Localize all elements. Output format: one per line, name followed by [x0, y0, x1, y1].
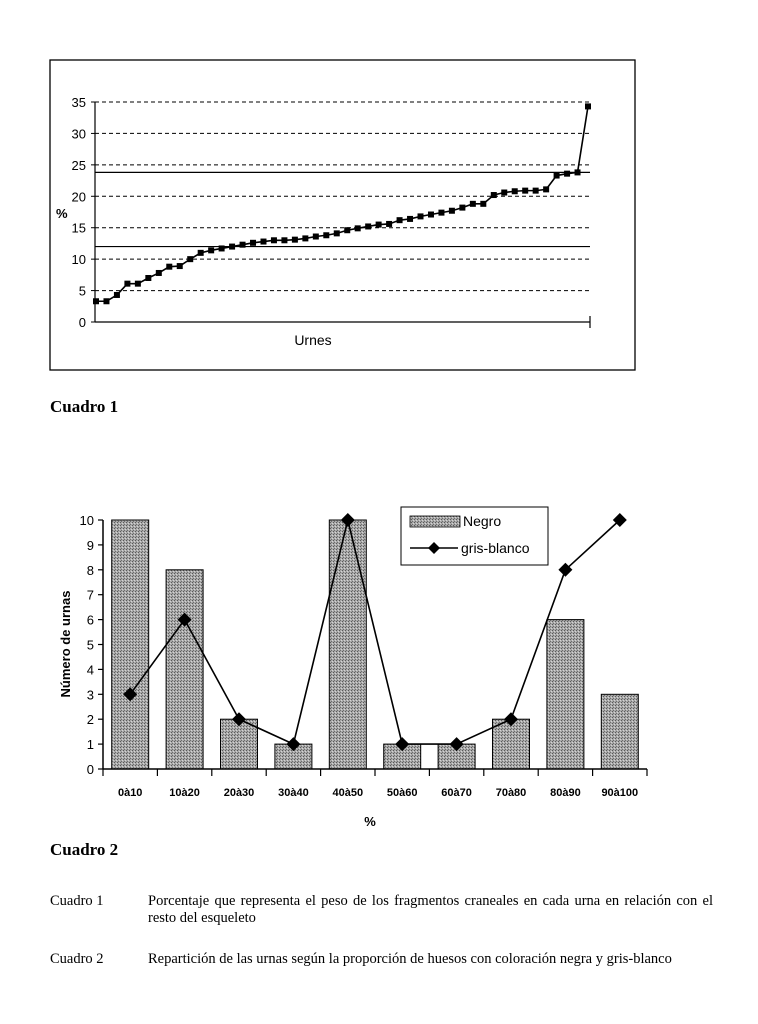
chart-2-bar-negro: [601, 694, 638, 769]
chart-2-y-tick-label: 5: [86, 637, 94, 653]
chart-2-bar-negro: [112, 520, 149, 769]
caption-cuadro-1-key: Cuadro 1: [50, 893, 104, 909]
chart-2-y-tick-label: 4: [86, 662, 94, 678]
chart-1-y-tick-label: 5: [78, 283, 86, 299]
chart-1-y-axis-label: %: [56, 206, 68, 221]
chart-2-x-tick-label: 10à20: [169, 787, 200, 799]
chart-2-y-tick-label: 8: [86, 562, 94, 578]
chart-2-x-tick-label: 40à50: [332, 787, 364, 799]
caption-cuadro-1: [50, 893, 720, 933]
chart-2-y-axis-label: Número de urnas: [58, 590, 73, 698]
chart-2-bar-negro: [493, 719, 530, 769]
chart-2-y-tick-label: 10: [79, 513, 94, 528]
chart-2-y-tick-label: 7: [86, 587, 94, 603]
chart-1-y-tick-label: 10: [71, 252, 86, 268]
legend-negro-swatch: [410, 516, 460, 527]
legend-gris-blanco-label: gris-blanco: [461, 540, 530, 556]
chart-2-bars: [112, 520, 639, 769]
chart-2-y-tick-label: 9: [86, 537, 94, 553]
cuadro-1-label: Cuadro 1: [50, 397, 119, 416]
chart-2-x-tick-label: 70à80: [495, 787, 527, 799]
chart-2-x-tick-labels: [118, 787, 638, 799]
chart-1-x-axis-label: Urnes: [294, 332, 332, 348]
chart-1-y-tick-label: 30: [71, 126, 86, 142]
chart-1-y-tick-label: 20: [71, 189, 86, 205]
chart-2-bar-negro: [329, 520, 366, 769]
chart-2-y-tick-label: 1: [86, 737, 94, 753]
chart-2-x-tick-label: 50à60: [386, 787, 418, 799]
legend-negro-label: Negro: [463, 513, 502, 529]
chart-1-y-tick-label: 15: [71, 220, 86, 236]
chart-2-bar-negro: [166, 570, 203, 769]
chart-2-x-tick-label: 30à40: [278, 787, 309, 799]
cuadro-2-label: Cuadro 2: [50, 840, 119, 859]
chart-2-x-tick-label: 20à30: [223, 787, 255, 799]
chart-2-bar-negro: [221, 719, 258, 769]
chart-2-y-tick-label: 2: [86, 712, 94, 728]
chart-2-x-tick-label: 60à70: [441, 787, 472, 799]
caption-cuadro-1-text: Porcentaje que representa el peso de los fragmentos craneales en cada urna en relación con el resto del esqueleto: [148, 893, 713, 926]
caption-cuadro-2-key: Cuadro 2: [50, 951, 104, 967]
chart-1-y-tick-label: 35: [71, 95, 86, 110]
chart-2-x-tick-label: 0à10: [117, 787, 143, 799]
chart-1-y-tick-label: 25: [71, 157, 86, 173]
chart-2-x-tick-label: 90à100: [601, 787, 639, 799]
caption-cuadro-2-text: Repartición de las urnas según la proporción de huesos con coloración negra y gris-blanco: [148, 951, 672, 967]
chart-1-y-tick-label: 0: [78, 315, 86, 330]
caption-cuadro-2: [50, 951, 720, 991]
chart-2-y-tick-label: 6: [86, 612, 94, 628]
chart-2-x-tick-label: 80à90: [550, 787, 581, 799]
chart-2-bar-negro: [547, 620, 584, 769]
chart-2-legend: [401, 507, 548, 565]
chart-2-y-tick-labels: [80, 513, 94, 777]
chart-2-y-tick-label: 0: [86, 762, 94, 777]
chart-2-x-axis-label: %: [364, 814, 376, 829]
chart-2-y-tick-label: 3: [86, 687, 94, 703]
